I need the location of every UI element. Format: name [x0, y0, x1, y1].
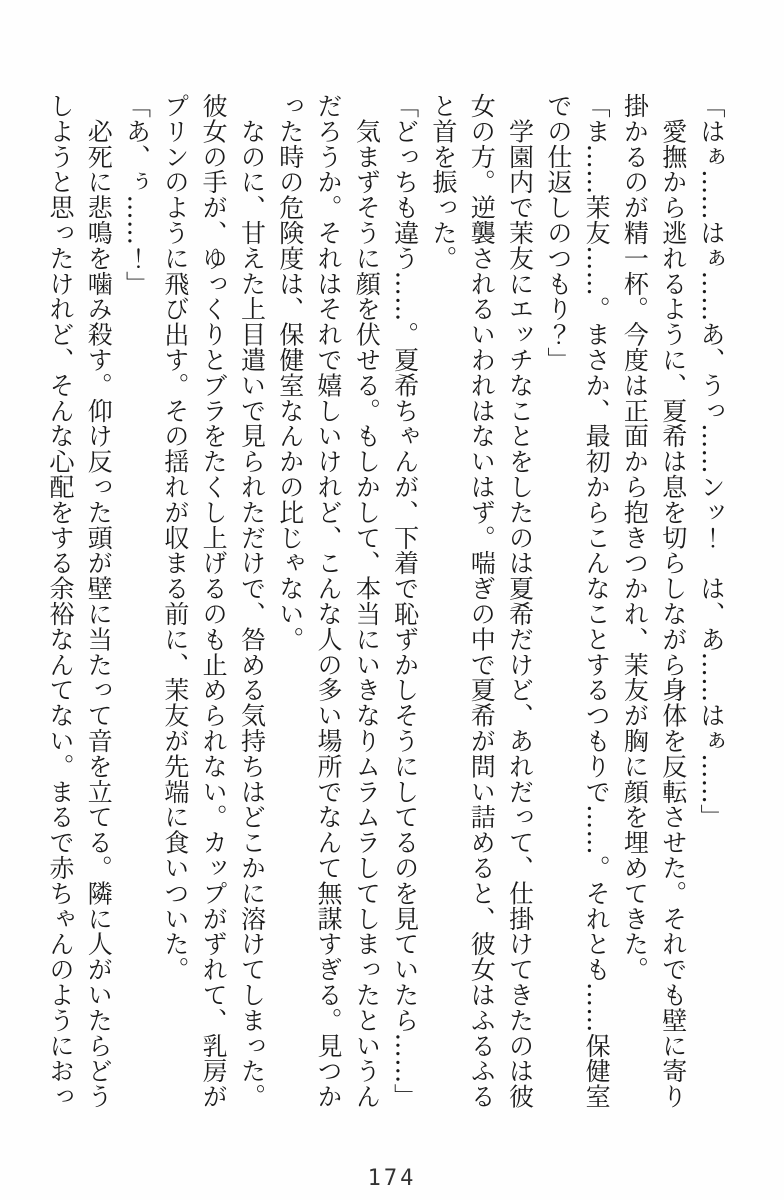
- text-column: しようと思ったけれど、そんな心配をする余裕なんてない。まるで赤ちゃんのようにおっ: [45, 93, 75, 1109]
- text-column: 女の方。逆襲されるいわれはないはず。喘ぎの中で夏希が問い詰めると、彼女はふるふる: [467, 93, 497, 1109]
- text-column: 掛かるのが精一杯。今度は正面から抱きつかれ、茉友が胸に顔を埋めてきた。: [620, 93, 650, 982]
- text-column: 学園内で茉友にエッチなことをしたのは夏希だけど、あれだって、仕掛けてきたのは彼: [505, 93, 535, 1109]
- text-column: での仕返しのつもり？」: [543, 93, 573, 373]
- text-column: 「ま……茉友……。まさか、最初からこんなことするつもりで……。それとも……保健室: [582, 93, 612, 1109]
- text-column: と首を振った。: [428, 93, 458, 271]
- text-column: プリンのように飛び出す。その揺れが収まる前に、茉友が先端に食いついた。: [160, 93, 190, 982]
- text-column: 「あ、ぅ……！」: [122, 93, 152, 297]
- page-text: [41, 93, 730, 1115]
- text-column: 愛撫から逃れるように、夏希は息を切らしながら身体を反転させた。それでも壁に寄り: [658, 93, 688, 1109]
- text-column: 気まずそうに顔を伏せる。もしかして、本当にいきなりムラムラしてしまったというん: [352, 93, 382, 1109]
- text-column: 「はぁ……はぁ……あ、うっ……ンッ！ は、あ……はぁ……」: [697, 93, 726, 830]
- text-column: 彼女の手が、ゆっくりとブラをたくし上げるのも止められない。カップがずれて、乳房が: [199, 93, 229, 1109]
- text-column: なのに、甘えた上目遣いで見られただけで、咎める気持ちはどこかに溶けてしまった。: [237, 93, 267, 1109]
- text-column: 必死に悲鳴を噛み殺す。仰け反った頭が壁に当たって音を立てる。隣に人がいたらどう: [84, 93, 114, 1109]
- text-column: 「どっちも違う……。夏希ちゃんが、下着で恥ずかしそうにしてるのを見ていたら……」: [390, 93, 420, 1109]
- text-column: だろうか。それはそれで嬉しいけれど、こんな人の多い場所でなんて無謀すぎる。見つか: [314, 93, 344, 1109]
- page-number: 174: [367, 1166, 417, 1191]
- text-column: った時の危険度は、保健室なんかの比じゃない。: [275, 93, 305, 652]
